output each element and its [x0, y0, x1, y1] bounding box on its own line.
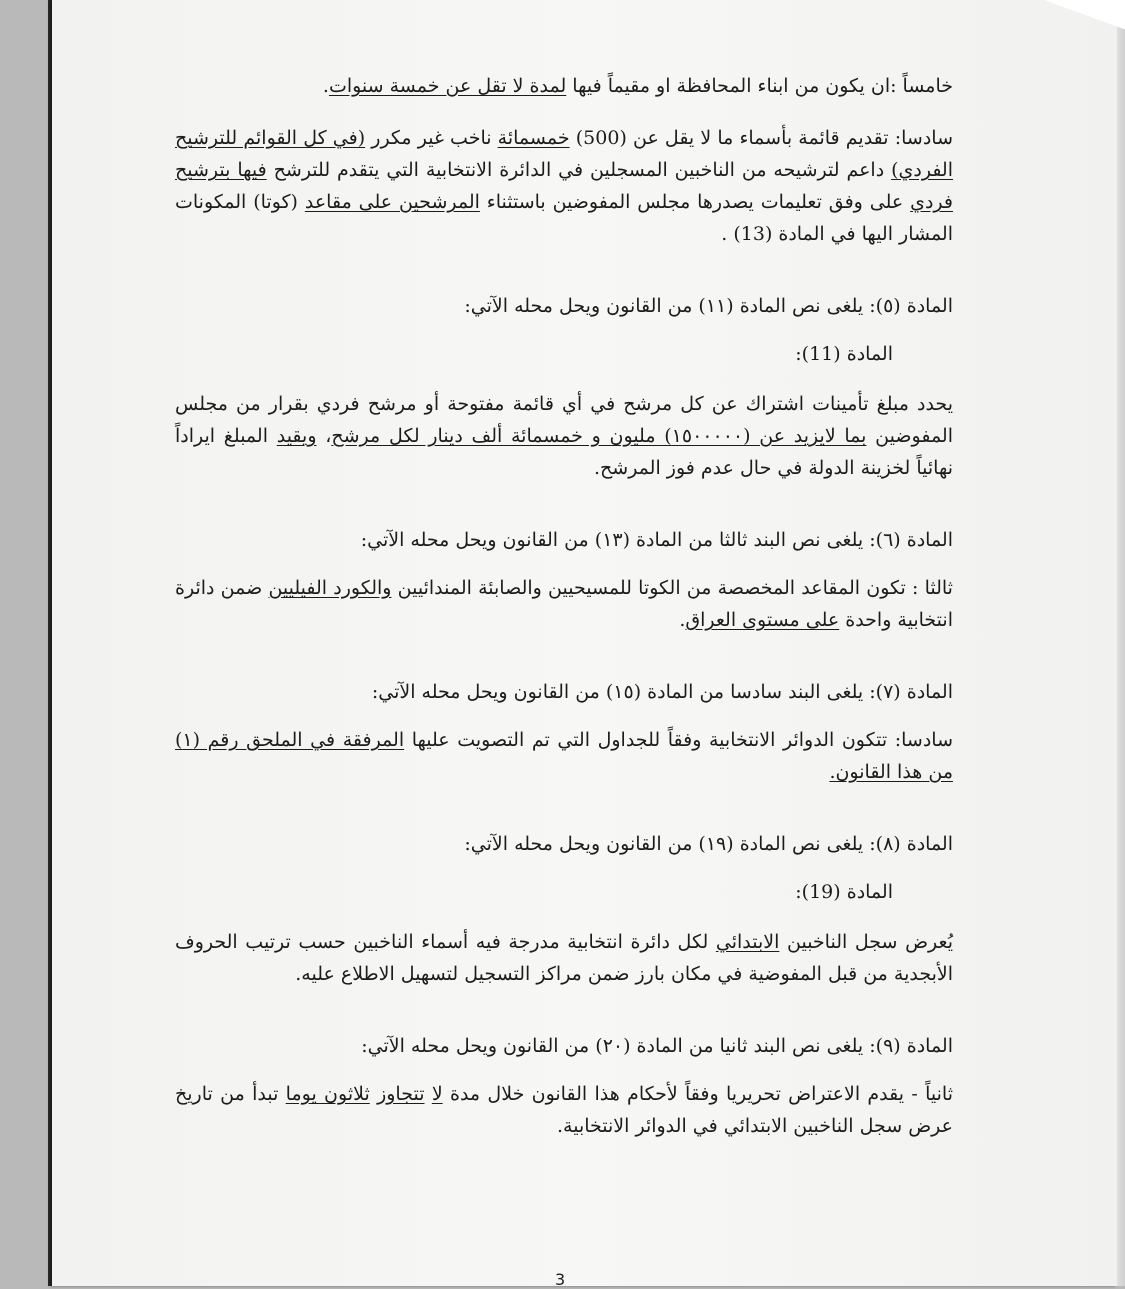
- article-9-heading: المادة (٩): يلغى نص البند ثانيا من المادة (٢٠) من القانون ويحل محله الآتي:: [361, 1035, 953, 1057]
- document-body: [175, 70, 953, 1162]
- article-7-heading: المادة (٧): يلغى البند سادسا من المادة (١٥) من القانون ويحل محله الآتي:: [371, 681, 953, 703]
- page-number: 3: [555, 1270, 566, 1289]
- article-6-heading: المادة (٦): يلغى نص البند ثالثا من المادة (١٣) من القانون ويحل محله الآتي:: [360, 529, 953, 551]
- article-8-heading: المادة (٨): يلغى نص المادة (١٩) من القانون ويحل محله الآتي:: [464, 833, 953, 855]
- clause-third: ثالثا : تكون المقاعد المخصصة من الكوتا للمسيحيين والصابئة المندائيين والكورد الفيليين ضمن دائرة انتخابية واحدة على مستوى العراق.: [175, 577, 953, 631]
- article-19-subheading: المادة (19):: [795, 881, 893, 903]
- article-5-heading: المادة (٥): يلغى نص المادة (١١) من القانون ويحل محله الآتي:: [464, 295, 953, 317]
- article-11-text: يحدد مبلغ تأمينات اشتراك عن كل مرشح في أي قائمة مفتوحة أو مرشح فردي بقرار من مجلس المفوضين بما لايزيد عن (١٥٠٠٠٠٠) مليون و خمسمائة ألف دينار لكل مرشح، ويقيد المبلغ ايراداً نهائياً لخزينة الدولة في حال عدم فوز المرشح.: [175, 393, 953, 479]
- page-right-edge: [1117, 0, 1125, 1286]
- clause-sixth-constituencies: سادسا: تتكون الدوائر الانتخابية وفقاً للجداول التي تم التصويت عليها المرفقة في الملحق رقم (١) من هذا القانون.: [175, 729, 953, 783]
- article-11-subheading: المادة (11):: [795, 343, 893, 365]
- clause-fifth: خامساً :ان يكون من ابناء المحافظة او مقيماً فيها لمدة لا تقل عن خمسة سنوات.: [322, 75, 953, 97]
- clause-second-objection: ثانياً - يقدم الاعتراض تحريريا وفقاً لأحكام هذا القانون خلال مدة لا تتجاوز ثلاثون يوما تبدأ من تاريخ عرض سجل الناخبين الابتدائي في الدوائر الانتخابية.: [175, 1083, 953, 1137]
- page-corner: [1035, 0, 1125, 40]
- article-19-text: يُعرض سجل الناخبين الابتدائي لكل دائرة انتخابية مدرجة فيه أسماء الناخبين حسب ترتيب الحروف الأبجدية من قبل المفوضية في مكان بارز ضمن مراكز التسجيل لتسهيل الاطلاع عليه.: [175, 931, 953, 985]
- clause-sixth: سادسا: تقديم قائمة بأسماء ما لا يقل عن (500) خمسمائة ناخب غير مكرر (في كل القوائم للترشيح الفردي) داعم لترشيحه من الناخبين المسجلين في الدائرة الانتخابية التي يتقدم للترشح فيها بترشيح فردي على وفق تعليمات يصدرها مجلس المفوضين باستثناء المرشحين على مقاعد (كوتا) المكونات المشار اليها في المادة (13) .: [175, 127, 954, 245]
